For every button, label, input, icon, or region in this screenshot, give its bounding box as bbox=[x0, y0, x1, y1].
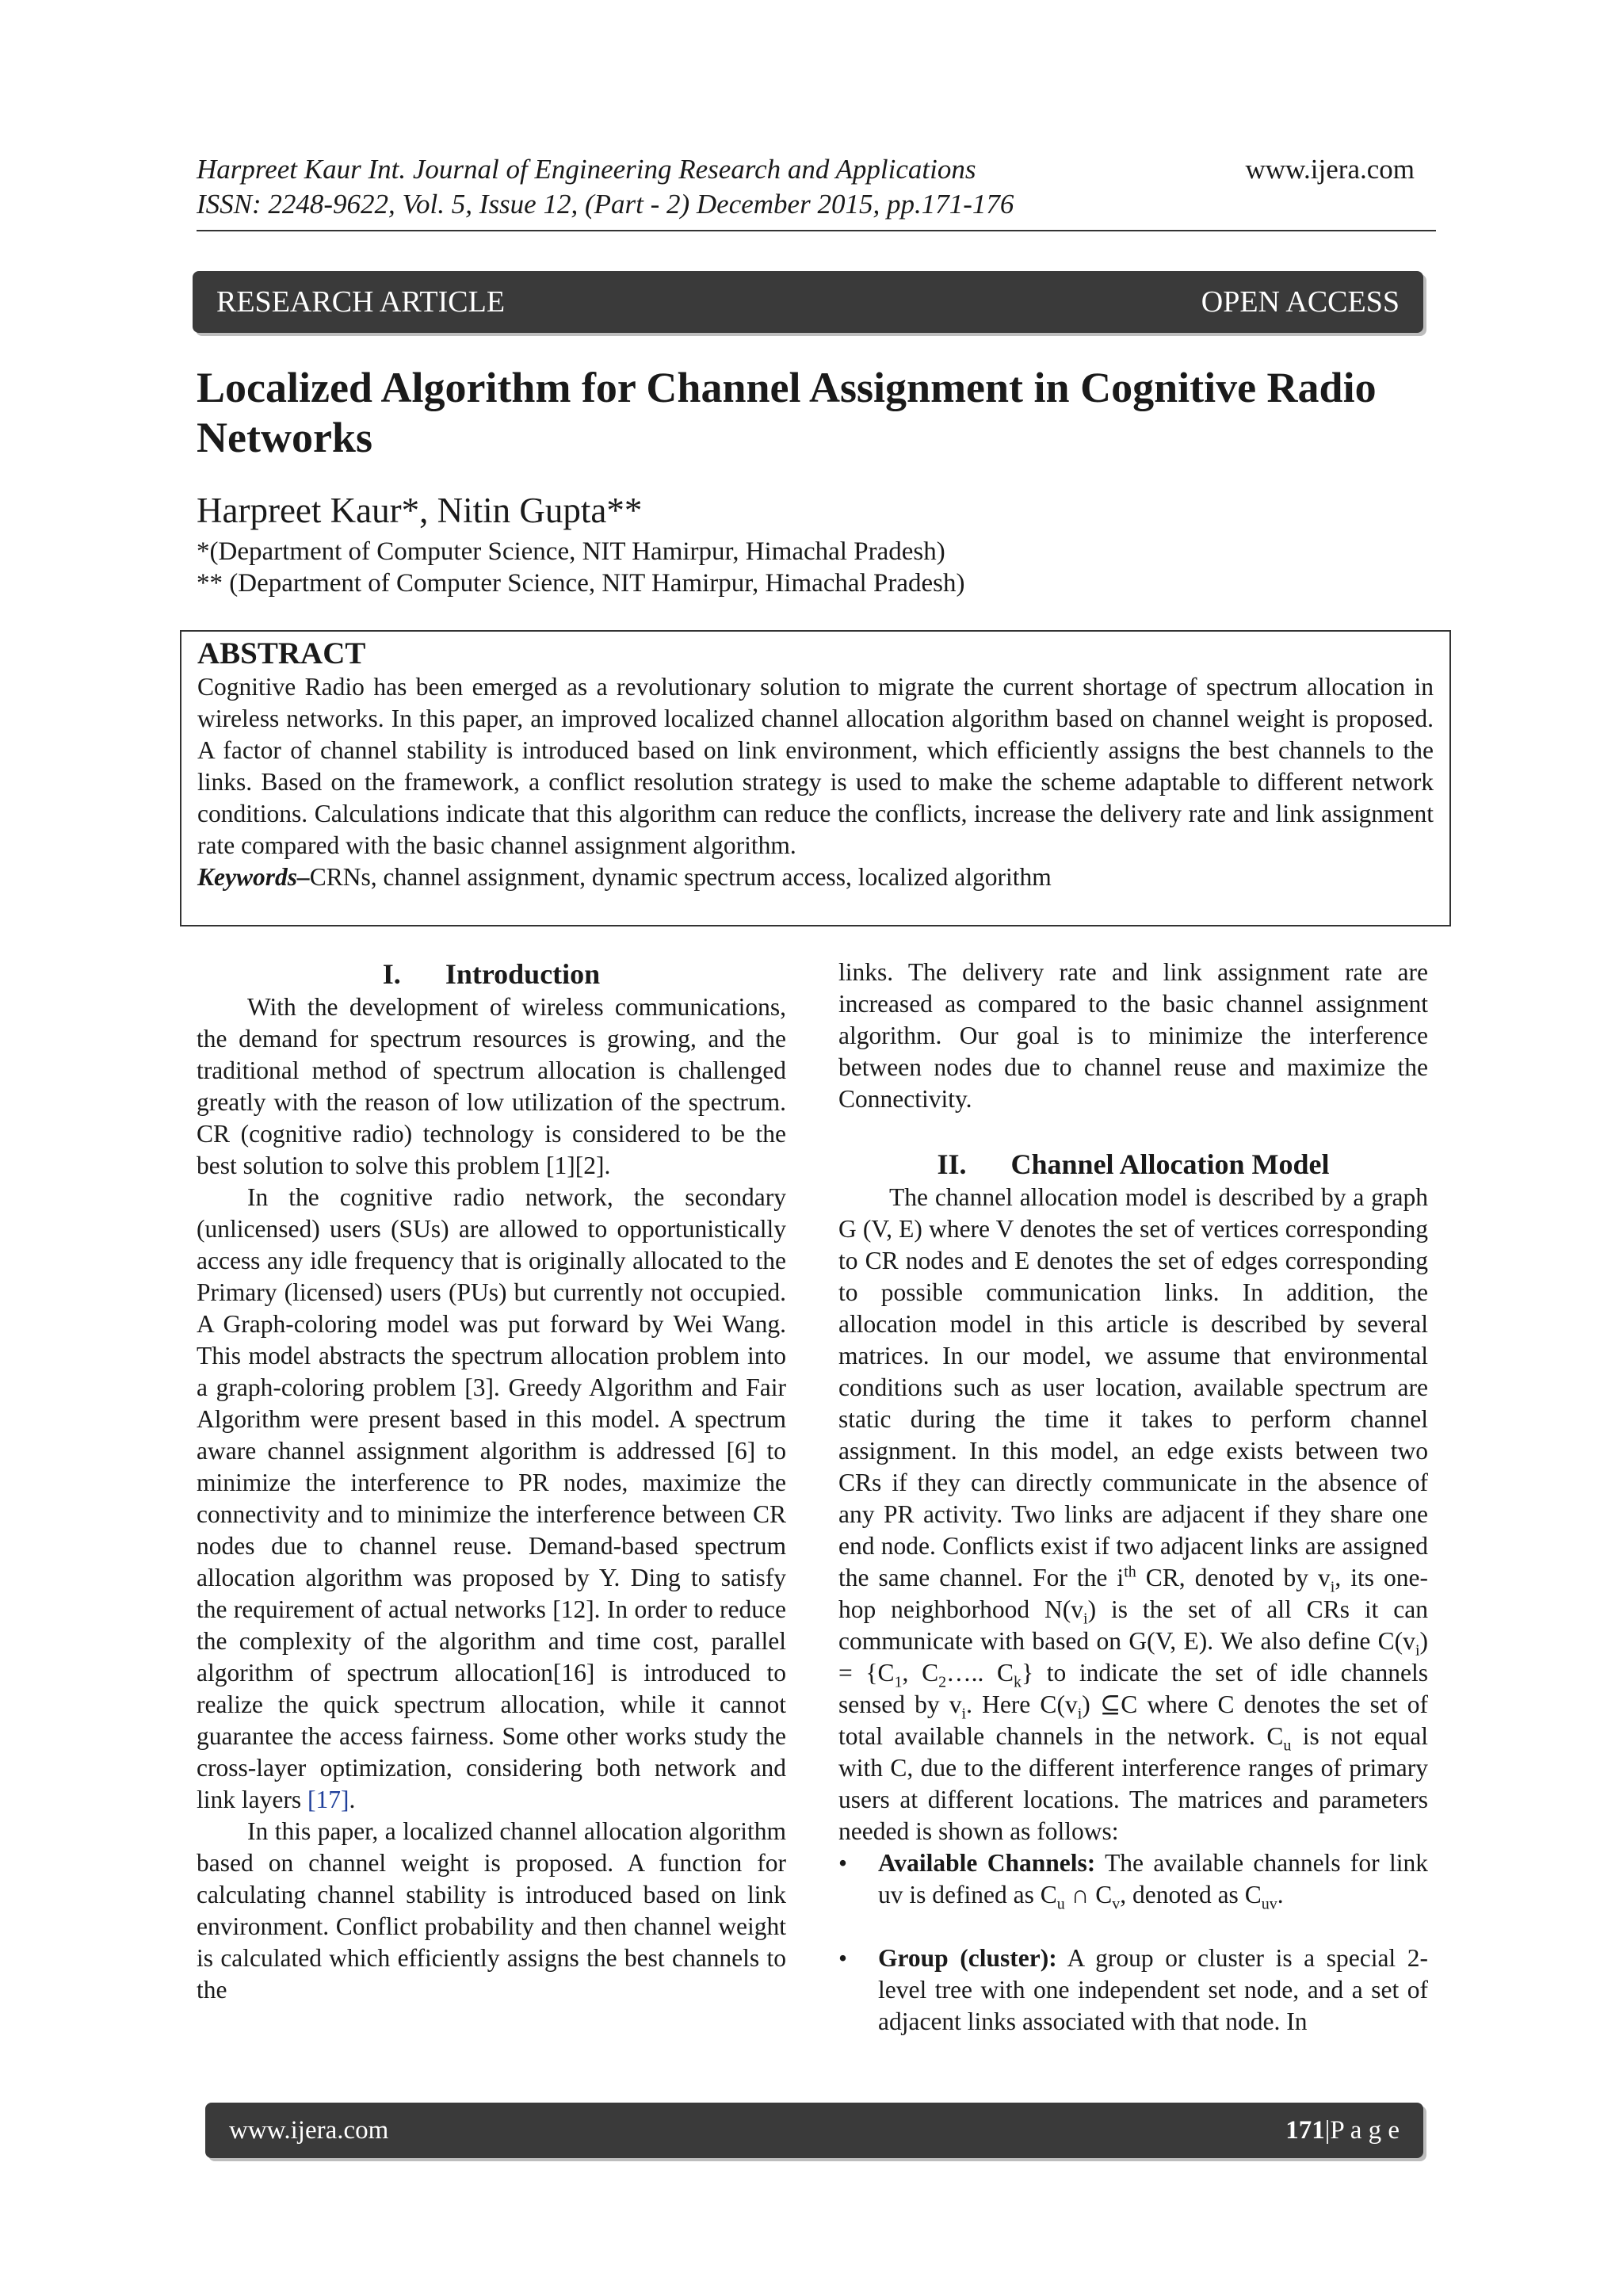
subscript-1: 1 bbox=[894, 1673, 903, 1691]
model-paragraph bbox=[838, 1182, 1428, 1847]
model-text-j: ) ⊆C where C denotes the set of total available channels in the network. C bbox=[838, 1690, 1429, 1750]
left-column bbox=[197, 957, 786, 2006]
affiliation-2: ** (Department of Computer Science, NIT Hamirpur, Himachal Pradesh) bbox=[197, 569, 965, 598]
journal-line: Harpreet Kaur Int. Journal of Engineering Research and Applications bbox=[197, 154, 976, 185]
page-num: 171 bbox=[1285, 2115, 1325, 2145]
section-2-number: II. bbox=[937, 1148, 967, 1180]
intro-paragraph-3-continued: links. The delivery rate and link assignment rate are increased as compared to the basic channel assignment algorithm. Our goal is to minimize the interference between nodes due to channel reuse and maximize the Connectivity. bbox=[838, 958, 1428, 1113]
page-number bbox=[1285, 2116, 1400, 2145]
model-text-b: CR, denoted by v bbox=[1136, 1564, 1331, 1591]
bullet1-text-d: . bbox=[1277, 1881, 1284, 1908]
keywords-label: Keywords– bbox=[197, 863, 310, 891]
bullet1-text-a: The available channels for link uv is defined as C bbox=[878, 1849, 1428, 1908]
subscript-i: i bbox=[1330, 1578, 1335, 1596]
article-type-banner bbox=[193, 271, 1423, 333]
subscript-u: u bbox=[1283, 1736, 1292, 1755]
model-text-g: ….. C bbox=[946, 1659, 1014, 1687]
section-1-title: Introduction bbox=[445, 958, 601, 990]
subscript-i: i bbox=[1083, 1610, 1088, 1628]
subscript-i: i bbox=[1415, 1641, 1420, 1660]
issn-line: ISSN: 2248-9622, Vol. 5, Issue 12, (Part - 2) December 2015, pp.171-176 bbox=[197, 189, 1014, 220]
header-website[interactable]: www.ijera.com bbox=[1245, 154, 1415, 185]
section-2-title: Channel Allocation Model bbox=[1010, 1148, 1330, 1180]
intro-paragraph-1: With the development of wireless communications, the demand for spectrum resources is growing, and the traditional method of spectrum allocation is challenged greatly with the reason of low utilization of the spectrum. CR (cognitive radio) technology is considered to be the best solution to solve this problem [1][2]. bbox=[197, 993, 786, 1179]
subscript-v: v bbox=[1112, 1895, 1121, 1913]
header-divider bbox=[197, 230, 1436, 231]
model-text-a: The channel allocation model is described by a graph G (V, E) where V denotes the set of vertices corresponding to CR nodes and E denotes the set of edges corresponding to possible communication links. In addition, the allocation model in this article is described by several matrices. In our model, we assume that environmental conditions such as user location, available spectrum are static during the time it takes to perform channel assignment. In this model, an edge exists between two CRs if they can directly communicate in the absence of any PR activity. Two links are adjacent if they share one end node. Conflicts exist if two adjacent links are assigned the same channel. For the i bbox=[838, 1183, 1428, 1591]
page-label: |P a g e bbox=[1324, 2115, 1400, 2145]
list-item bbox=[838, 1847, 1428, 1911]
bullet2-text: A group or cluster is a special 2-level tree with one independent set node, and a set of adjacent links associated with that node. In bbox=[878, 1944, 1428, 2035]
definitions-list bbox=[838, 1847, 1428, 2038]
model-text-f: , C bbox=[902, 1659, 939, 1687]
available-channels-label: Available Channels: bbox=[878, 1849, 1096, 1877]
right-column bbox=[838, 957, 1428, 2038]
intro-paragraph-2-text: In the cognitive radio network, the secondary (unlicensed) users (SUs) are allowed to opportunistically access any idle frequency that is originally allocated to the Primary (licensed) users (PUs) but currently not occupied. A Graph-coloring model was put forward by Wei Wang. This model abstracts the spectrum allocation problem into a graph-coloring problem [3]. Greedy Algorithm and Fair Algorithm were present based in this model. A spectrum aware channel assignment algorithm is addressed [6] to minimize the interference to PR nodes, maximize the connectivity and to minimize the interference between CR nodes due to channel reuse. Demand-based spectrum allocation algorithm was proposed by Y. Ding to satisfy the requirement of actual networks [12]. In order to reduce the complexity of the algorithm and time cost, parallel algorithm of spectrum allocation[16] is introduced to realize the quick spectrum allocation, while it cannot guarantee the access fairness. Some other works study the cross-layer optimization, considering both network and link layers bbox=[197, 1183, 786, 1813]
intro-paragraph-2 bbox=[197, 1182, 786, 1816]
model-text-h: } to indicate the set of idle channels sensed by v bbox=[838, 1659, 1428, 1718]
model-text-k: is not equal with C, due to the different interference ranges of primary users at different locations. The matrices and parameters needed is shown as follows: bbox=[838, 1722, 1428, 1845]
subscript-k: k bbox=[1013, 1673, 1022, 1691]
subscript-u: u bbox=[1056, 1895, 1065, 1913]
page-footer bbox=[205, 2103, 1423, 2158]
footer-website[interactable]: www.ijera.com bbox=[229, 2115, 389, 2145]
abstract-box bbox=[180, 630, 1451, 926]
running-header bbox=[197, 152, 1014, 222]
keywords-line bbox=[197, 861, 1434, 893]
list-item bbox=[838, 1943, 1428, 2038]
intro-paragraph-3: In this paper, a localized channel allocation algorithm based on channel weight is proposed. A function for calculating channel stability is introduced based on link environment. Conflict probability and then channel weight is calculated which efficiently assigns the best channels to the bbox=[197, 1817, 786, 2004]
model-text-i: . Here C(v bbox=[966, 1690, 1078, 1718]
intro-paragraph-2-end: . bbox=[349, 1786, 356, 1813]
subscript-i: i bbox=[961, 1705, 967, 1723]
model-text-c: , its one-hop neighborhood N(v bbox=[838, 1564, 1428, 1623]
subscript-2: 2 bbox=[938, 1673, 947, 1691]
abstract-text: Cognitive Radio has been emerged as a revolutionary solution to migrate the current shortage of spectrum allocation in wireless networks. In this paper, an improved localized channel allocation algorithm based on channel weight is proposed. A factor of channel stability is introduced based on link environment, which efficiently assigns the best channels to the links. Based on the framework, a conflict resolution strategy is used to make the scheme adaptable to different network conditions. Calculations indicate that this algorithm can reduce the conflicts, increase the delivery rate and link assignment rate compared with the basic channel assignment algorithm. bbox=[197, 673, 1434, 859]
bullet1-text-c: , denoted as C bbox=[1120, 1881, 1262, 1908]
section-1-heading bbox=[197, 957, 786, 991]
paper-title: Localized Algorithm for Channel Assignment in Cognitive Radio Networks bbox=[197, 364, 1377, 461]
subscript-i: i bbox=[1077, 1705, 1083, 1723]
author-list: Harpreet Kaur*, Nitin Gupta** bbox=[197, 491, 643, 530]
affiliation-1: *(Department of Computer Science, NIT Hamirpur, Himachal Pradesh) bbox=[197, 537, 945, 566]
abstract-heading: ABSTRACT bbox=[197, 636, 366, 670]
group-cluster-label: Group (cluster): bbox=[878, 1944, 1057, 1972]
research-article-label: RESEARCH ARTICLE bbox=[216, 285, 506, 319]
subscript-uv: uv bbox=[1261, 1895, 1277, 1913]
model-text-e: ) = {C bbox=[838, 1627, 1428, 1687]
section-gap bbox=[838, 1115, 1428, 1147]
model-text-d: ) is the set of all CRs it can communicate with based on G(V, E). We also define C(v bbox=[838, 1595, 1428, 1655]
open-access-label: OPEN ACCESS bbox=[1201, 285, 1400, 319]
section-2-heading bbox=[838, 1147, 1428, 1182]
citation-17-link[interactable]: [17] bbox=[307, 1786, 349, 1813]
bullet1-text-b: ∩ C bbox=[1064, 1881, 1113, 1908]
section-1-number: I. bbox=[382, 958, 401, 990]
superscript-th: th bbox=[1124, 1563, 1136, 1581]
keywords-text: CRNs, channel assignment, dynamic spectrum access, localized algorithm bbox=[309, 863, 1052, 891]
list-gap bbox=[838, 1911, 1428, 1943]
